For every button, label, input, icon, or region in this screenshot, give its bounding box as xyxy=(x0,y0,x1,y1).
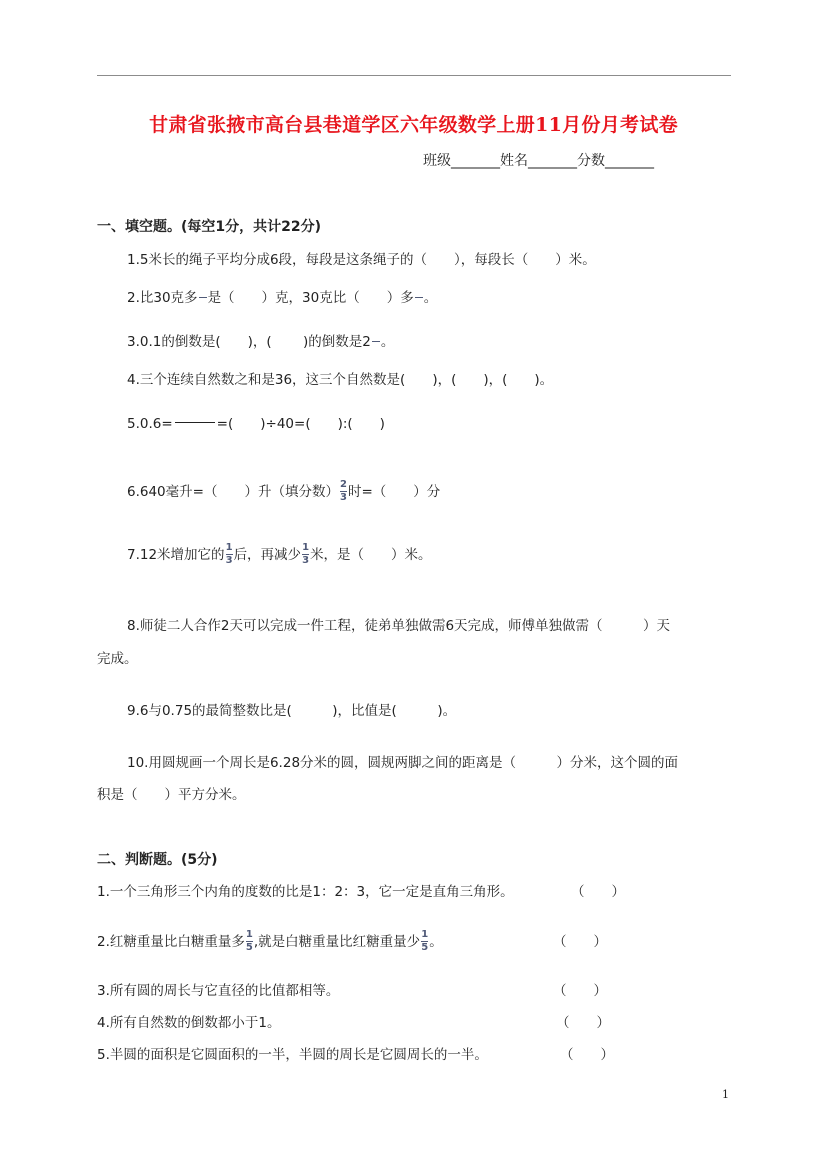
judge-3: 3.所有圆的周长与它直径的比值都相等。 xyxy=(97,983,340,999)
question-6: 6.640毫升=（ ）升（填分数） $\frac{2}{3}$ 时=（ ）分 xyxy=(127,478,441,503)
judge-1-answer-paren: （ ） xyxy=(571,884,625,900)
exam-title: 甘肃省张掖市高台县巷道学区六年级数学上册11月份月考试卷 xyxy=(149,114,678,136)
fraction-one-third: $\frac{1}{3}$ xyxy=(225,541,233,566)
blank-fraction xyxy=(415,286,423,309)
judge-1: 1.一个三角形三个内角的度数的比是1：2：3，它一定是直角三角形。 xyxy=(97,884,514,900)
judge-2-answer-paren: （ ） xyxy=(553,934,607,950)
question-10-line1: 10.用圆规画一个周长是6.28分米的圆，圆规两脚之间的距离是（ ）分米，这个圆的面 xyxy=(127,755,679,771)
section1-heading: 一、填空题。(每空1分，共计22分) xyxy=(97,219,322,235)
question-10-line2: 积是（ ）平方分米。 xyxy=(97,787,246,803)
judge-2: 2.红糖重量比白糖重量多 $\frac{1}{5}$ ,就是白糖重量比红糖重量少 $\frac{1}{5}$ 。 xyxy=(97,928,443,953)
header-rule xyxy=(97,75,731,76)
judge-4: 4.所有自然数的倒数都小于1。 xyxy=(97,1015,281,1031)
question-9: 9.6与0.75的最简整数比是( )，比值是( )。 xyxy=(127,703,457,719)
fraction-one-third: $\frac{1}{3}$ xyxy=(302,541,310,566)
blank-fraction xyxy=(199,286,207,309)
judge-5: 5.半圆的面积是它圆面积的一半，半圆的周长是它圆周长的一半。 xyxy=(97,1047,488,1063)
question-1: 1.5米长的绳子平均分成6段，每段是这条绳子的（ ），每段长（ ）米。 xyxy=(127,252,596,268)
page-number: 1 xyxy=(722,1088,729,1101)
judge-5-answer-paren: （ ） xyxy=(560,1047,614,1063)
question-8-line2: 完成。 xyxy=(97,651,138,667)
question-3: 3.0.1的倒数是( )，( )的倒数是2 。 xyxy=(127,330,394,354)
fraction-one-fifth: $\frac{1}{5}$ xyxy=(245,928,253,953)
section2-heading: 二、判断题。(5分) xyxy=(97,852,218,868)
question-2: 2.比30克多 是（ ）克，30克比（ ）多 。 xyxy=(127,286,437,310)
question-8-line1: 8.师徒二人合作2天可以完成一件工程，徒弟单独做需6天完成，师傅单独做需（ ）天 xyxy=(127,618,671,634)
blank-fraction xyxy=(372,330,380,353)
fraction-two-thirds: $\frac{2}{3}$ xyxy=(339,478,347,503)
judge-3-answer-paren: （ ） xyxy=(553,983,607,999)
student-info-line: 班级_______姓名_______分数_______ xyxy=(423,153,654,169)
judge-4-answer-paren: （ ） xyxy=(556,1015,610,1031)
fraction-blank-line xyxy=(175,422,215,423)
question-7: 7.12米增加它的 $\frac{1}{3}$ 后，再减少 $\frac{1}{3}$ 米，是（ ）米。 xyxy=(127,541,432,566)
question-4: 4.三个连续自然数之和是36，这三个自然数是( )，( )，( )。 xyxy=(127,372,554,388)
fraction-one-fifth: $\frac{1}{5}$ xyxy=(421,928,429,953)
question-5: 5.0.6= =( )÷40=( ):( ) xyxy=(127,416,385,432)
